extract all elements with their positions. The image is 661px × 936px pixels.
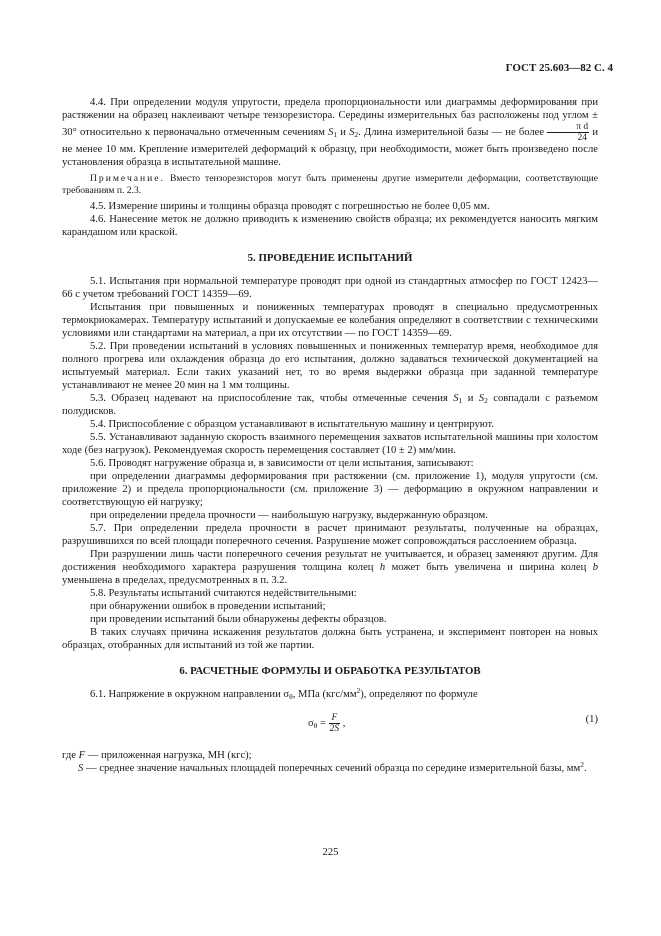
paragraph-5-7-b: При разрушении лишь части поперечного сечения результат не учитывается, и образец заменяют другим. Для достижения необходимого характера разрушения толщина колец h может быть увеличена и ширина колец b уменьшена в пределах, предусмотренных в п. 3.2. (62, 549, 599, 586)
paragraph-5-5: 5.5. Устанавливают заданную скорость взаимного перемещения захватов испытательной машины при холостом ходе (без нагрузок). Рекомендуемая скорость перемещения составляет (10 ± 2) мм/мин. (62, 432, 598, 456)
equation-number: (1) (585, 714, 598, 725)
paragraph-5-6-b: при определении предела прочности — наибольшую нагрузку, выдержанную образцом. (90, 510, 488, 521)
fraction-pi-d-24: $\frac{\text{π d}}{24}$ (547, 122, 589, 143)
paragraph-5-8-a: при обнаружении ошибок в проведении испытаний; (90, 601, 326, 612)
formula-definitions (62, 749, 598, 775)
paragraph-4-6: 4.6. Нанесение меток не должно приводить к изменению свойств образца; их рекомендуется наносить мягким карандашом или краской. (62, 214, 598, 238)
page-header: ГОСТ 25.603—82 С. 4 (505, 62, 613, 74)
paragraph-5-3: 5.3. Образец надевают на приспособление так, чтобы отмеченные сечения $S_1$ и $S_2$ совпадали с разъемом полудисков. (62, 393, 598, 417)
paragraph-5-1-b: Испытания при повышенных и пониженных температурах проводят в специально предусмотренных термокриокамерах. Температуру испытаний и допускаемые ее колебания определяют в соответствии с техническими условиями или стандартами на материал, а при их отсутствии — по ГОСТ 14359—69. (62, 302, 598, 339)
note: Примечание. Вместо тензорезисторов могут быть применены другие измерители деформации, соответствующие требованиям п. 2.3. (62, 173, 598, 196)
paragraph-5-1: 5.1. Испытания при нормальной температуре проводят при одной из стандартных атмосфер по ГОСТ 12423—66 с учетом требований ГОСТ 14359—69. (62, 276, 598, 300)
paragraph-5-6: 5.6. Проводят нагружение образца и, в зависимости от цели испытания, записывают: (90, 458, 474, 469)
paragraph-5-8: 5.8. Результаты испытаний считаются недействительными: (90, 588, 357, 599)
paragraph-5-8-c: В таких случаях причина искажения результатов должна быть устранена, и эксперимент повторен на новых образцах, отобранных для испытаний из той же партии. (62, 627, 598, 651)
section-heading-5: 5. ПРОВЕДЕНИЕ ИСПЫТАНИЙ (247, 252, 413, 264)
formula-expression: $\sigma_\theta$ = $\frac{F}{2S}$ , (308, 713, 346, 734)
page-content (62, 96, 598, 775)
paragraph-6-1: 6.1. Напряжение в окружном направлении $\sigma_\theta$, МПа $(кгс/мм^2)$, определяют по формуле (90, 686, 478, 701)
page-number: 225 (322, 847, 339, 858)
definition-S: S — среднее значение начальных площадей поперечных сечений образца по середине измерительной базы, $мм^2$. (78, 760, 587, 774)
fraction-F-2S: $\frac{F}{2S}$ (329, 713, 340, 734)
section-heading-6: 6. РАСЧЕТНЫЕ ФОРМУЛЫ И ОБРАБОТКА РЕЗУЛЬТАТОВ (179, 665, 481, 677)
paragraph-5-4: 5.4. Приспособление с образцом устанавливают в испытательную машину и центрируют. (90, 419, 495, 430)
paragraph-4-5: 4.5. Измерение ширины и толщины образца проводят с погрешностью не более 0,05 мм. (90, 201, 490, 212)
paragraph-5-8-b: при проведении испытаний были обнаружены дефекты образцов. (90, 614, 387, 625)
paragraph-5-2: 5.2. При проведении испытаний в условиях повышенных и пониженных температур время, необходимое для полного прогрева или охлаждения образца до его испытания, должно задаваться технической документацией на испытуемый материал. Если таких указаний нет, то во время выдержки образца при заданной температуре устанавливают не менее 20 мин на 1 мм толщины. (62, 341, 598, 391)
paragraph-5-7: 5.7. При определении предела прочности в расчет принимают результаты, полученные на образцах, разрушившихся по всей площади поперечного сечения. Разрушение может сопровождаться расслоением образца. (62, 523, 598, 547)
paragraph-4-4: 4.4. При определении модуля упругости, предела пропорциональности или диаграммы деформирования при растяжении на образец наклеивают четыре тензорезистора. Середины измерительных баз расположены под углом ± 30° относительно к первоначально отмеченным сечениям $S_1$ и $S_2$. Длина измерительной базы — не более $\frac{\text{π d}}{24}$ и не менее 10 мм. Крепление измерителей деформаций к образцу, при необходимости, может быть произведено после установления образца в испытательной машине. (62, 97, 598, 168)
formula-1 (62, 709, 598, 739)
definition-F: где F — приложенная нагрузка, МН (кгс); (62, 750, 252, 761)
paragraph-5-6-a: при определении диаграммы деформирования при растяжении (см. приложение 1), модуля упругости (см. приложение 2) и предела пропорциональности (см. приложение 3) — деформацию в окружном направлении и соответствующую ей нагрузку; (62, 471, 598, 508)
